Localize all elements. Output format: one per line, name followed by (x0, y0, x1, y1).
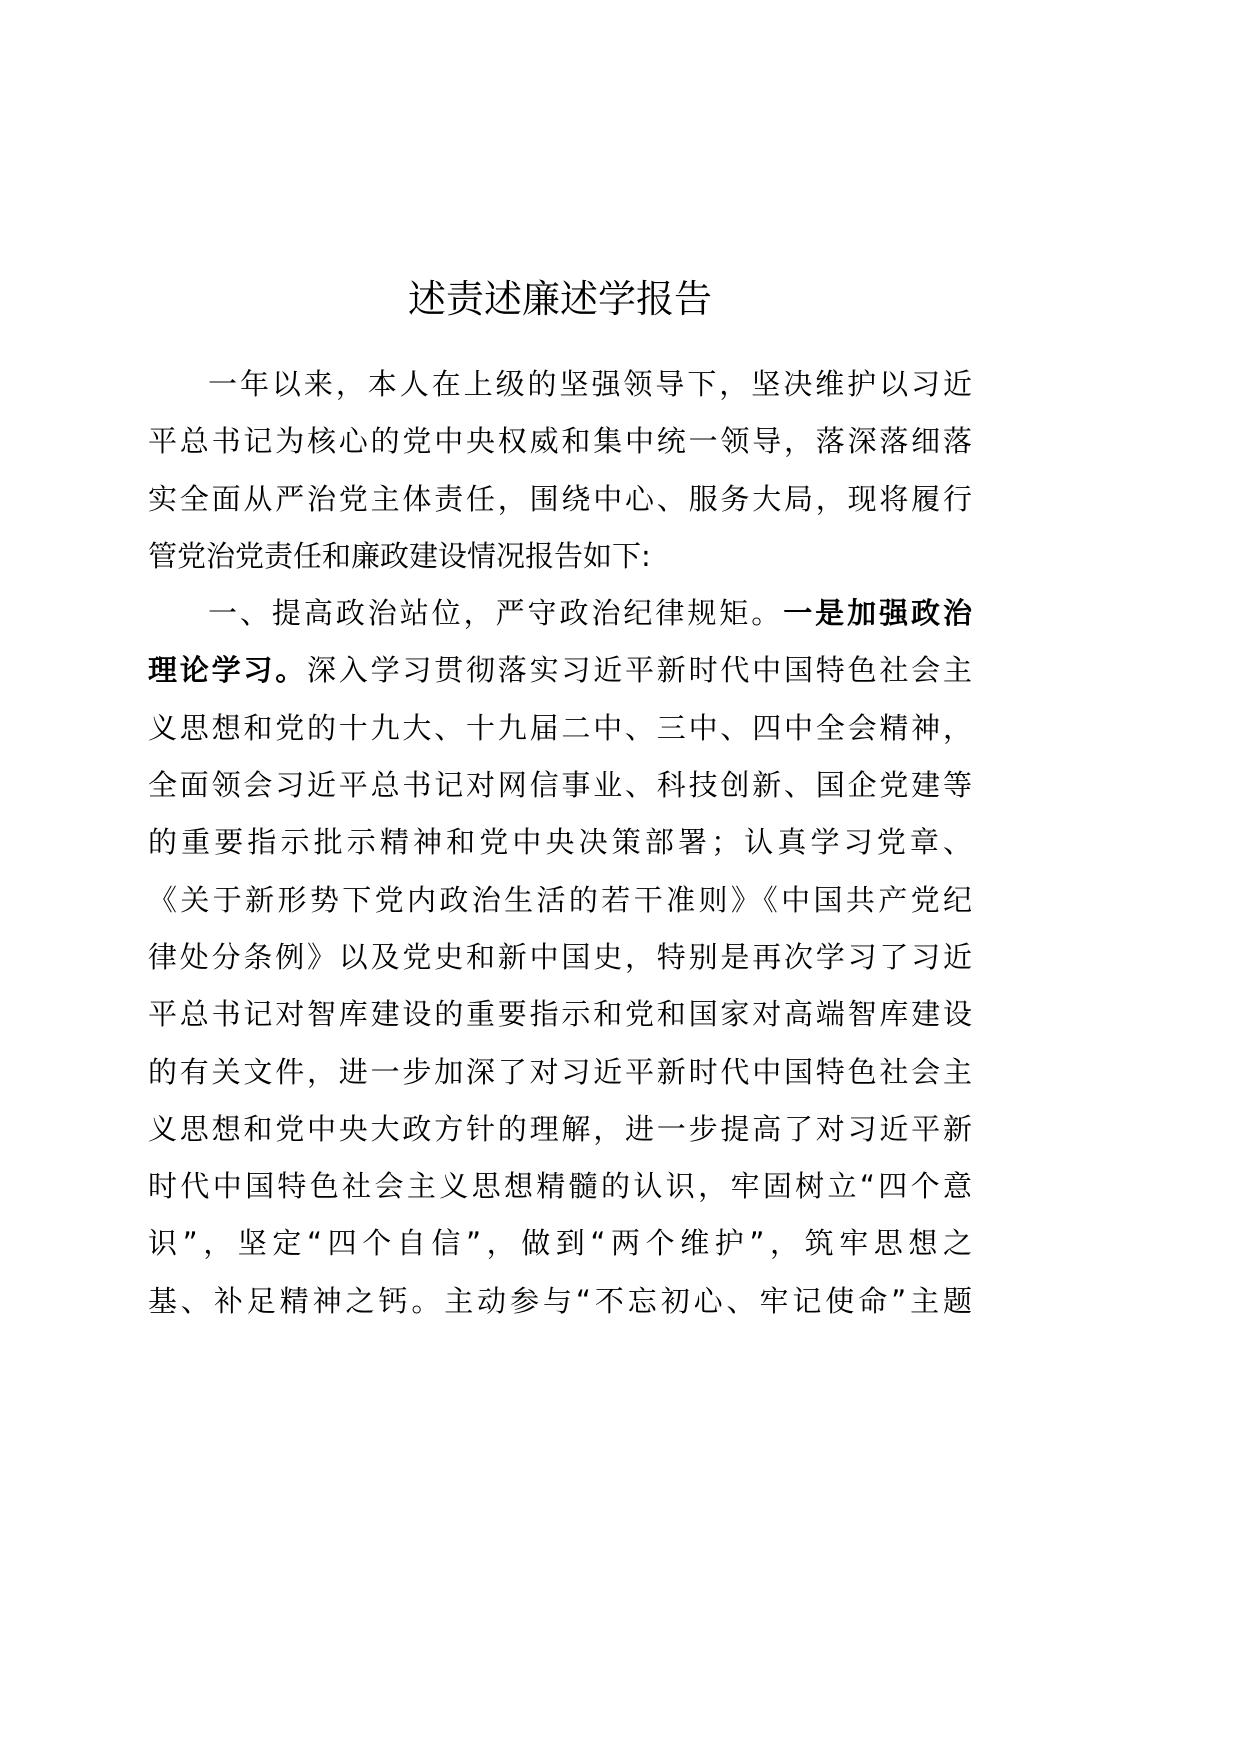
text-line (148, 356, 972, 413)
text-segment: 全面领会习近平总书记对网信事业、科技创新、国企党建等 (148, 768, 972, 803)
text-segment: 一年以来，本人在上级的坚强领导下，坚决维护以习近 (208, 367, 972, 401)
text-line (148, 986, 972, 1043)
text-segment: 《关于新形势下党内政治生活的若干准则》《中国共产党纪 (148, 882, 972, 917)
text-line (148, 700, 972, 757)
text-segment: 识”，坚定“四个自信”，做到“两个维护”，筑牢思想之 (148, 1226, 972, 1261)
text-segment: 律处分条例》以及党史和新中国史，特别是再次学习了习近 (148, 939, 972, 974)
paragraph-section-one (148, 585, 972, 1330)
text-line (148, 872, 972, 929)
text-line (148, 757, 972, 814)
document-body (148, 356, 972, 1330)
text-line (148, 528, 972, 585)
text-segment: 义思想和党的十九大、十九届二中、三中、四中全会精神， (148, 710, 972, 745)
text-line (148, 1215, 972, 1272)
text-line (148, 1044, 972, 1101)
text-segment: 的有关文件，进一步加深了对习近平新时代中国特色社会主 (148, 1054, 972, 1089)
text-line (148, 1273, 972, 1330)
text-line (148, 413, 972, 470)
text-segment: 深入学习贯彻落实习近平新时代中国特色社会主 (307, 653, 972, 688)
text-segment: 平总书记为核心的党中央权威和集中统一领导，落深落细落 (148, 424, 972, 459)
text-line (148, 1101, 972, 1158)
text-line (148, 642, 972, 699)
text-segment: 的重要指示批示精神和党中央决策部署；认真学习党章、 (148, 825, 972, 860)
document-title: 述责述廉述学报告 (407, 277, 712, 321)
text-segment: 平总书记对智库建设的重要指示和党和国家对高端智库建设 (148, 997, 972, 1032)
section-heading: 一、提高政治站位，严守政治纪律规矩。 (208, 596, 784, 631)
text-segment: 义思想和党中央大政方针的理解，进一步提高了对习近平新 (148, 1111, 972, 1146)
text-segment: 时代中国特色社会主义思想精髓的认识，牢固树立“四个意 (148, 1169, 972, 1204)
section-heading-line (148, 585, 972, 642)
text-line (148, 1158, 972, 1215)
text-line (148, 929, 972, 986)
text-line (148, 814, 972, 871)
text-segment: 管党治党责任和廉政建设情况报告如下: (148, 538, 651, 573)
bold-subheading: 理论学习。 (148, 653, 307, 688)
text-segment: 基、补足精神之钙。主动参与“不忘初心、牢记使命”主题 (148, 1283, 972, 1318)
text-line (148, 471, 972, 528)
text-segment: 实全面从严治党主体责任，围绕中心、服务大局，现将履行 (148, 481, 972, 516)
bold-subheading: 一是加强政治 (783, 596, 972, 631)
paragraph-intro (148, 356, 972, 585)
